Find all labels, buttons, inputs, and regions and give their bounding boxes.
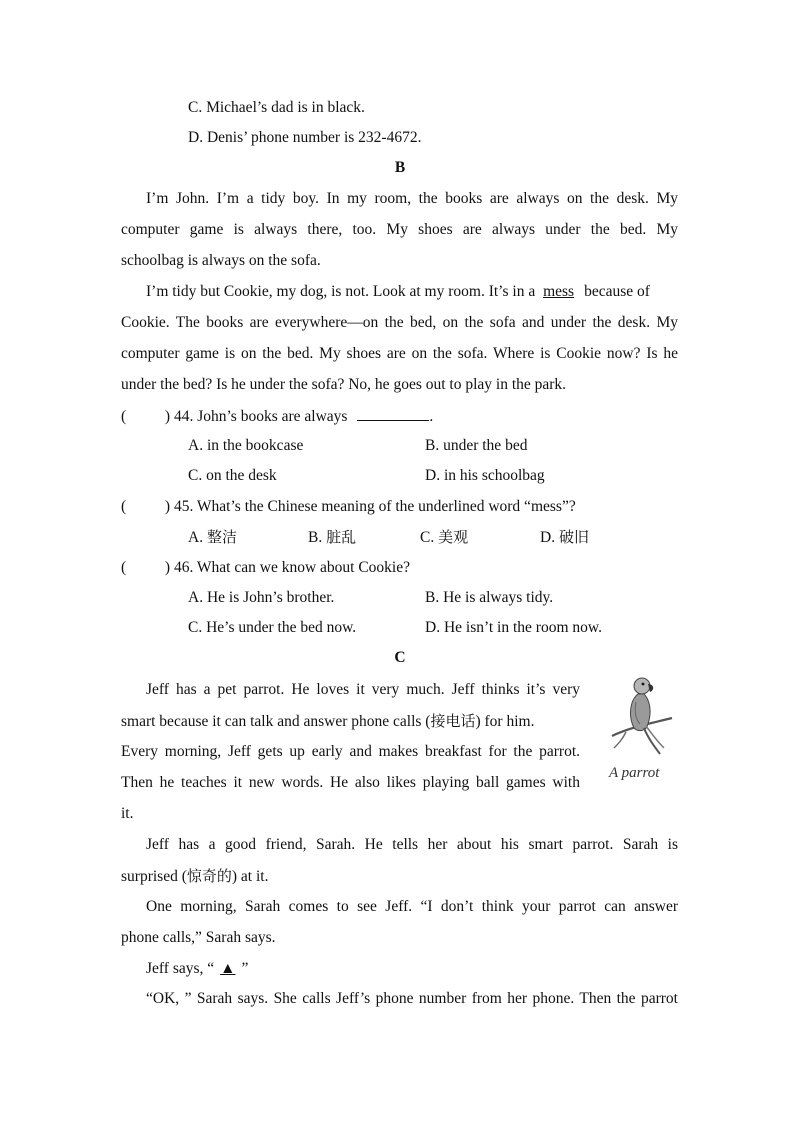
section-c-p3-line2: phone calls,” Sarah says. — [121, 929, 276, 946]
section-c-heading: C — [394, 649, 406, 666]
answer-bracket-45[interactable]: ( ) — [121, 498, 171, 515]
q46-option-b: B. He is always tidy. — [425, 589, 554, 606]
question-44-end: . — [429, 408, 434, 425]
section-b-p1-line1: I’m John. I’m a tidy boy. In my room, the books are always on the desk. My — [146, 190, 678, 207]
answer-blank-triangle[interactable]: ▲ — [220, 960, 236, 977]
q45-option-a — [188, 527, 237, 548]
section-b-p2-line2: Cookie. The books are everywhere—on the bed, on the sofa and under the desk. My — [121, 314, 678, 331]
p2-line2-after: ) at it. — [231, 868, 269, 885]
q45-option-b — [308, 527, 356, 548]
question-45 — [121, 497, 576, 517]
q45-option-a-letter: A. — [188, 529, 204, 546]
section-c-p1-line3: Every morning, Jeff gets up early and makes breakfast for the parrot. — [121, 743, 580, 760]
p2-line2-before: surprised ( — [121, 868, 187, 885]
q45-option-b-text: 脏乱 — [326, 528, 357, 546]
p2-line1-before: I’m tidy but Cookie, my dog, is not. Look at my room. It’s in a — [146, 283, 536, 300]
section-c-p2-line1: Jeff has a good friend, Sarah. He tells her about his smart parrot. Sarah is — [146, 836, 678, 853]
p1-line2-before: smart because it can talk and answer phone calls ( — [121, 713, 431, 730]
q45-option-c-text: 美观 — [438, 528, 469, 546]
section-b-p2-line3: computer game is on the bed. My shoes are on the sofa. Where is Cookie now? Is he — [121, 345, 678, 362]
p4-before: Jeff says, “ — [146, 960, 215, 977]
section-c-p5-line1: “OK, ” Sarah says. She calls Jeff’s phone number from her phone. Then the parrot — [146, 990, 678, 1007]
p2-line2-cjk: 惊奇的 — [186, 867, 232, 885]
q45-option-c-letter: C. — [420, 529, 435, 546]
question-45-stem: 45. What’s the Chinese meaning of the underlined word “mess”? — [173, 498, 576, 515]
answer-bracket-44[interactable]: ( ) — [121, 408, 171, 425]
section-b-heading: B — [394, 159, 406, 176]
question-46 — [121, 558, 410, 578]
p1-line2-after: ) for him. — [475, 713, 535, 730]
section-c-p1-line2 — [121, 711, 581, 732]
parrot-illustration — [608, 672, 674, 756]
q46-option-d: D. He isn’t in the room now. — [425, 619, 602, 636]
option-d-text: D. Denis’ phone number is 232-4672. — [188, 129, 422, 146]
section-c-p1-line4: Then he teaches it new words. He also likes playing ball games with — [121, 774, 580, 791]
section-c-p1-line1: Jeff has a pet parrot. He loves it very much. Jeff thinks it’s very — [146, 681, 580, 698]
q44-option-a: A. in the bookcase — [188, 437, 304, 454]
q46-option-a: A. He is John’s brother. — [188, 589, 335, 606]
section-c-p4 — [146, 959, 248, 979]
q45-option-c — [420, 527, 468, 548]
question-44 — [121, 406, 433, 427]
answer-blank-44[interactable] — [357, 406, 429, 421]
question-46-stem: 46. What can we know about Cookie? — [173, 559, 410, 576]
q45-option-b-letter: B. — [308, 529, 323, 546]
q44-option-d: D. in his schoolbag — [425, 467, 545, 484]
q46-option-c: C. He’s under the bed now. — [188, 619, 357, 636]
section-c-p1-line5: it. — [121, 805, 134, 822]
p1-line2-cjk: 接电话 — [430, 712, 476, 730]
p4-after: ” — [241, 960, 249, 977]
answer-bracket-46[interactable]: ( ) — [121, 559, 171, 576]
question-44-stem: 44. John’s books are always — [173, 408, 348, 425]
option-c-text: C. Michael’s dad is in black. — [188, 99, 365, 116]
q45-option-d — [540, 527, 589, 548]
section-b-p1-line3: schoolbag is always on the sofa. — [121, 252, 321, 269]
q45-option-d-letter: D. — [540, 529, 556, 546]
p2-line1-after: because of — [584, 283, 650, 300]
q44-option-b: B. under the bed — [425, 437, 528, 454]
section-b-p2-line1 — [146, 282, 650, 302]
section-b-p1-line2: computer game is always there, too. My shoes are always under the bed. My — [121, 221, 678, 238]
section-b-p2-line4: under the bed? Is he under the sofa? No, he goes out to play in the park. — [121, 376, 567, 393]
parrot-caption: A parrot — [609, 765, 660, 781]
section-c-p3-line1: One morning, Sarah comes to see Jeff. “I don’t think your parrot can answer — [146, 898, 678, 915]
q45-option-a-text: 整洁 — [206, 528, 237, 546]
section-c-p2-line2 — [121, 866, 268, 887]
q44-option-c: C. on the desk — [188, 467, 277, 484]
q45-option-d-text: 破旧 — [558, 528, 589, 546]
underlined-word-mess: mess — [543, 283, 575, 300]
